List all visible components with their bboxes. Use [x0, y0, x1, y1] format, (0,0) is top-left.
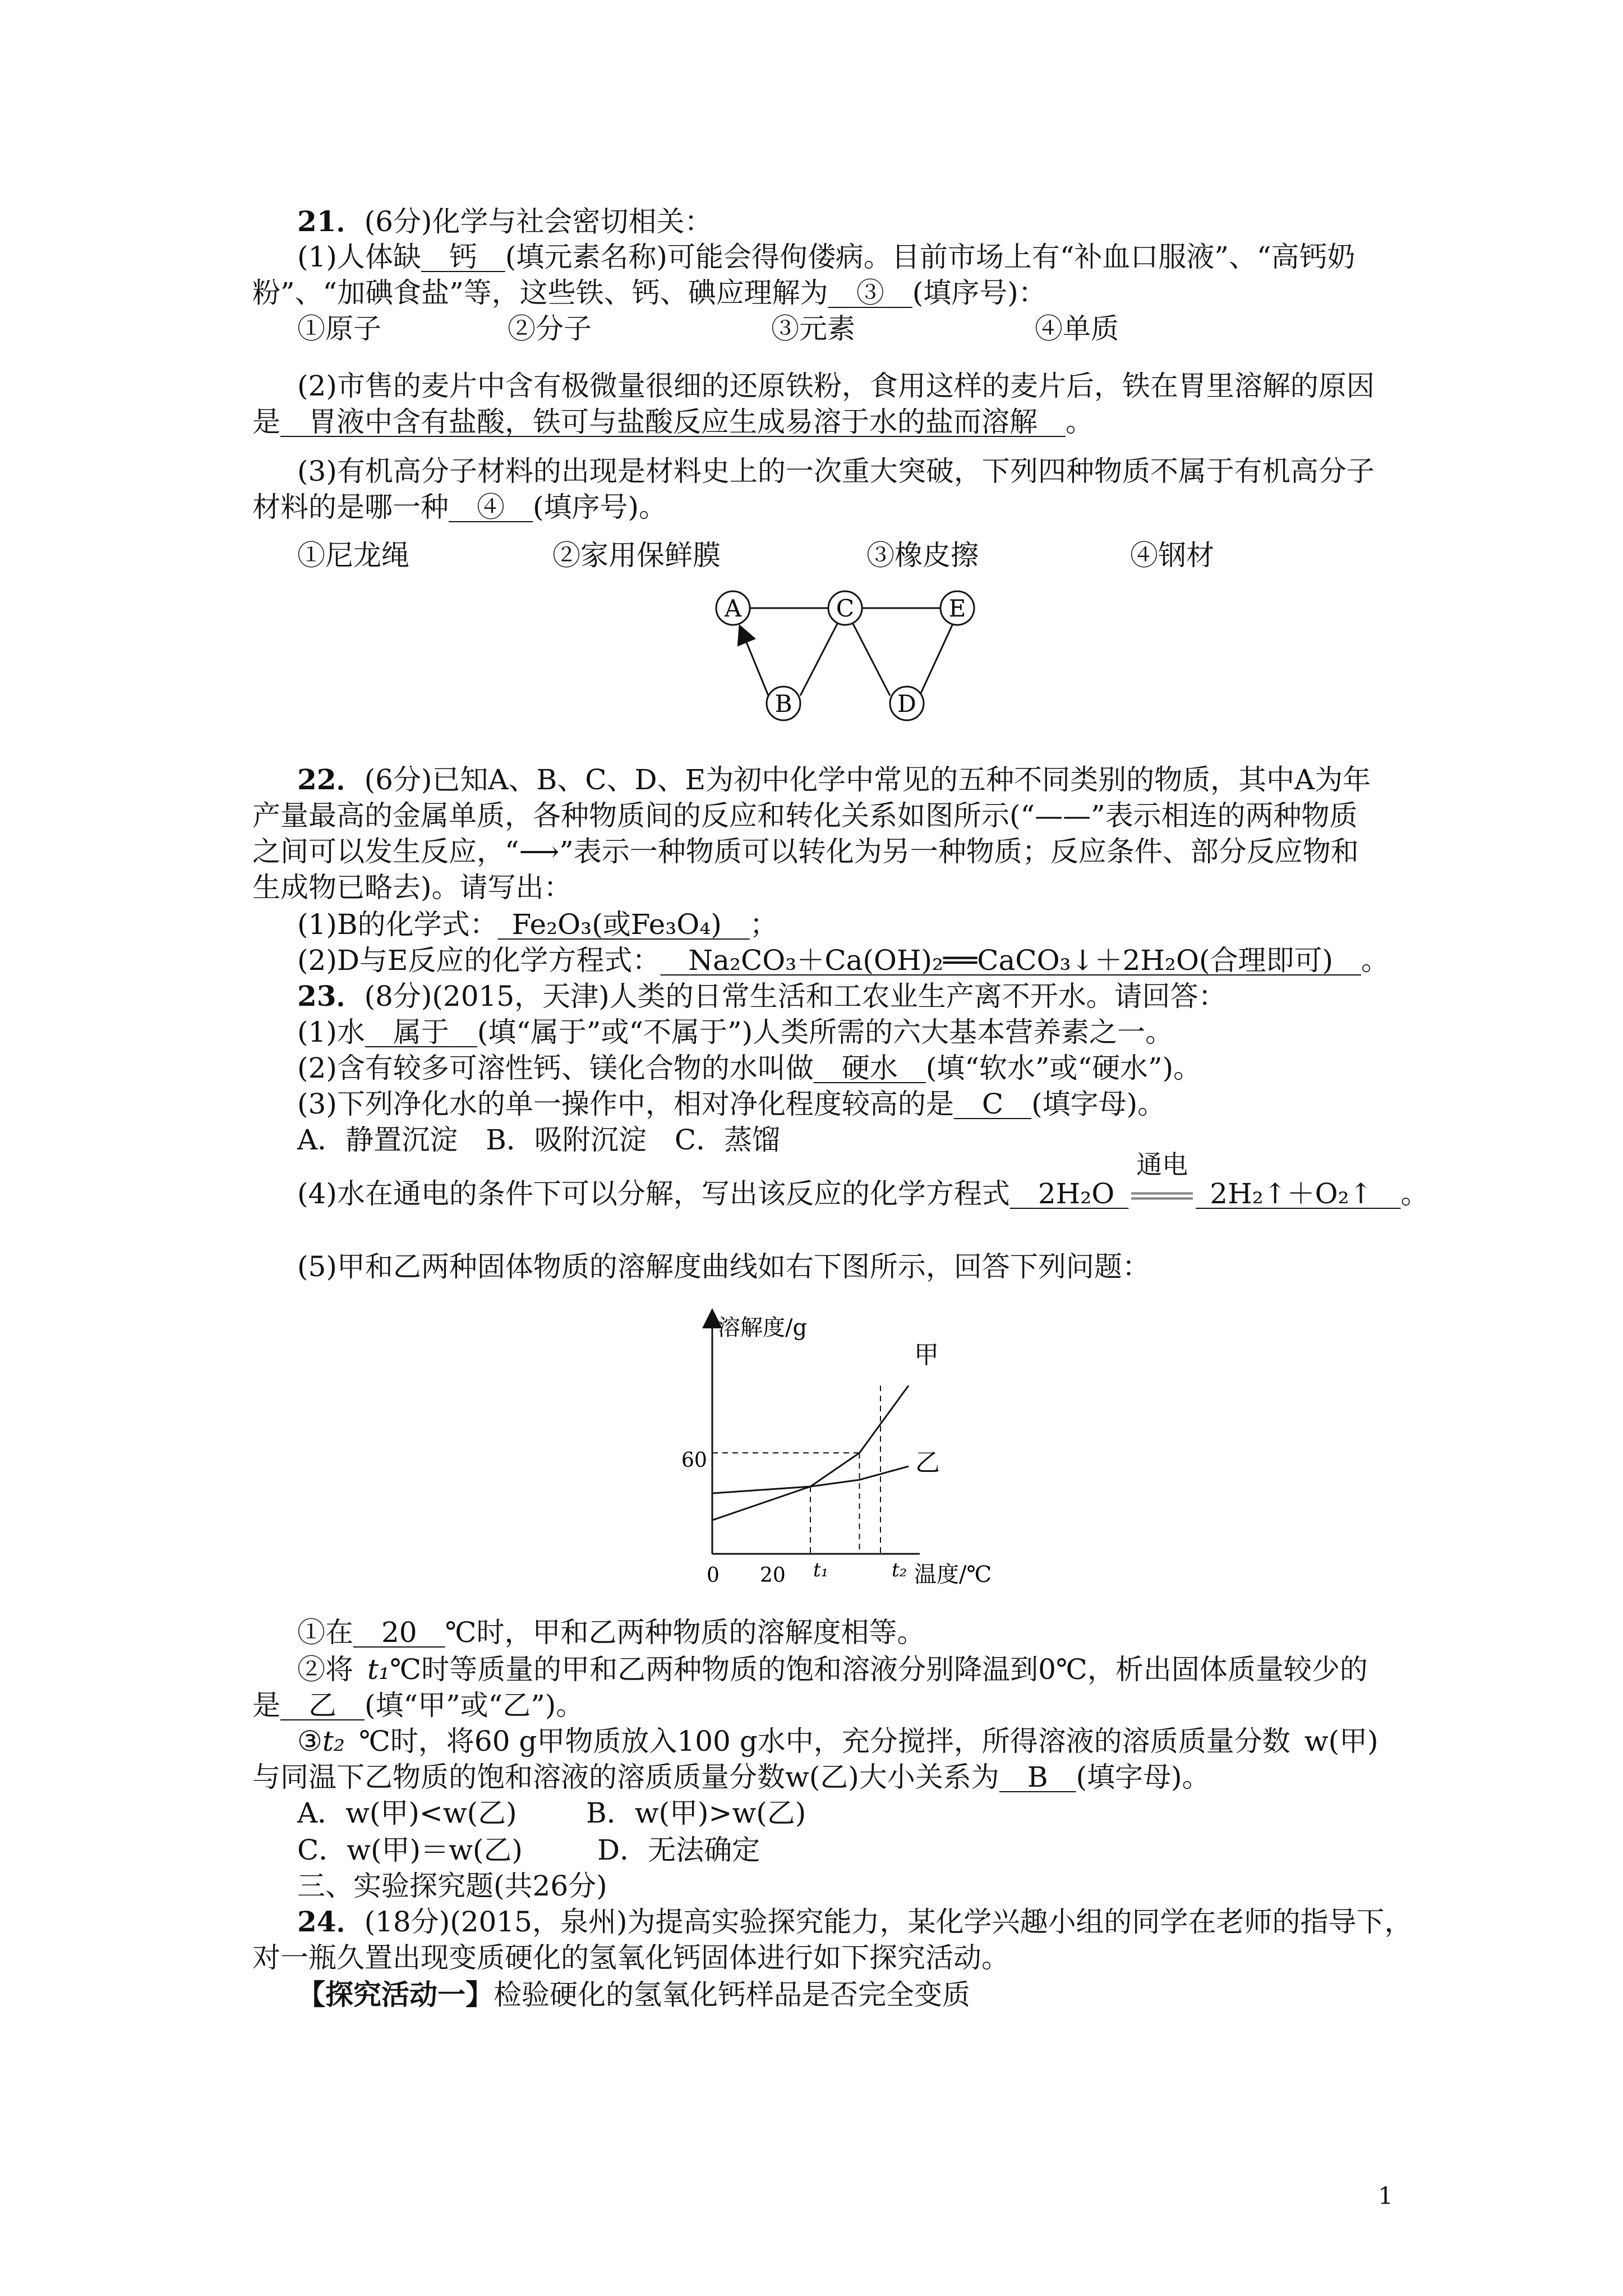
- q22-line2: 产量最高的金属单质，各种物质间的反应和转化关系如图所示(“——”表示相连的两种物质: [252, 799, 1358, 832]
- reaction-diagram: [707, 583, 998, 729]
- option: ②家用保鲜膜: [552, 539, 721, 572]
- q24-activity1: [297, 1978, 970, 2012]
- t2-symbol: t₂: [322, 1725, 345, 1757]
- answer: 属于: [393, 1016, 449, 1048]
- answer-blank: [828, 277, 912, 309]
- node-c: [828, 591, 862, 625]
- x-axis-label: 温度/℃: [914, 1562, 992, 1588]
- x-tick-label: 20: [760, 1564, 786, 1587]
- q24-number: 24．: [297, 1905, 365, 1938]
- q23-heading: [297, 979, 1227, 1013]
- series-label-jia: 甲: [914, 1341, 939, 1369]
- node-b-label: B: [774, 690, 792, 717]
- arrow-b-to-a: [740, 627, 768, 696]
- text: (1)人体缺: [297, 241, 421, 273]
- text: ①在: [297, 1616, 353, 1649]
- text: 。: [1361, 944, 1389, 977]
- q22-line4: 生成物已略去)。请写出：: [252, 871, 572, 904]
- text: 。: [1400, 1177, 1429, 1210]
- q21-part3-options: [297, 539, 1307, 572]
- guide-lines: [712, 1386, 880, 1554]
- node-d: [890, 687, 924, 720]
- q23-sub3: [297, 1087, 1165, 1121]
- text: ℃时等质量的甲和乙两种物质的饱和溶液分别降温到0℃，析出固体质量较少的: [390, 1653, 1368, 1686]
- answer-blank: [1196, 1177, 1400, 1210]
- option: ①尼龙绳: [297, 539, 409, 572]
- option: B．w(甲)>w(乙): [586, 1797, 806, 1829]
- text: (1)B的化学式：: [297, 908, 498, 941]
- q24-line1: [297, 1905, 1413, 1939]
- text: (填“甲”或“乙”)。: [365, 1689, 584, 1722]
- answer: 2H₂↑＋O₂↑: [1210, 1177, 1373, 1210]
- answer-blank: [999, 1761, 1076, 1793]
- text: (填“软水”或“硬水”)。: [925, 1052, 1202, 1084]
- text: w(甲): [1304, 1725, 1378, 1757]
- option: ③橡皮擦: [866, 539, 979, 572]
- answer: 硬水: [841, 1052, 898, 1084]
- answer-blank: [814, 1052, 926, 1084]
- text: 。: [1066, 406, 1094, 438]
- option: ④单质: [1035, 312, 1119, 345]
- answer: ④: [477, 491, 505, 523]
- q24-line2: 对一瓶久置出现变质硬化的氢氧化钙固体进行如下探究活动。: [252, 1941, 1009, 1974]
- text: (3)下列净化水的单一操作中，相对净化程度较高的是: [297, 1088, 954, 1120]
- solubility-chart: [673, 1307, 1032, 1604]
- q21-heading: [297, 205, 712, 238]
- text: ℃时，将60 g甲物质放入100 g水中，充分搅拌，所得溶液的溶质质量分数: [358, 1725, 1290, 1757]
- node-a: [716, 591, 750, 625]
- q21-part2-line2: [252, 405, 1094, 439]
- text: ；: [749, 908, 778, 941]
- q23-sub3-options: A．静置沉淀 B．吸附沉淀 C．蒸馏: [297, 1124, 781, 1156]
- text: (填字母)。: [1031, 1088, 1166, 1120]
- q23-sub1: [297, 1015, 1173, 1049]
- q21-part2-line1: (2)市售的麦片中含有极微量很细的还原铁粉，食用这样的麦片后，铁在胃里溶解的原因: [297, 370, 1375, 402]
- text: (6分)已知A、B、C、D、E为初中化学中常见的五种不同类别的物质，其中A为年: [364, 763, 1371, 796]
- text: (2)含有较多可溶性钙、镁化合物的水叫做: [297, 1052, 814, 1084]
- activity-title: 【探究活动一】: [297, 1978, 494, 2011]
- q23-q3-line1: [297, 1724, 1378, 1758]
- answer: 胃液中含有盐酸，铁可与盐酸反应生成易溶于水的盐而溶解: [308, 406, 1038, 438]
- node-e-label: E: [948, 595, 966, 622]
- answer: ③: [856, 277, 884, 309]
- node-a-label: A: [724, 595, 742, 622]
- text: (填序号)：: [912, 277, 1046, 309]
- answer-blank: [660, 944, 1361, 977]
- text: 检验硬化的氢氧化钙样品是否完全变质: [494, 1978, 970, 2011]
- text: 材料的是哪一种: [252, 491, 449, 523]
- series-label-yi: 乙: [915, 1448, 940, 1477]
- t1-symbol: t₁: [367, 1653, 390, 1686]
- text: (8分)(2015，天津)人类的日常生活和工农业生产离不开水。请回答：: [364, 980, 1227, 1013]
- answer-blank: [498, 908, 750, 941]
- answer-blank: [421, 241, 505, 273]
- q23-q2-line1: [297, 1653, 1368, 1686]
- section-3-heading: 三、实验探究题(共26分): [297, 1870, 607, 1902]
- equals-sign: [1131, 1193, 1193, 1199]
- q22-line3: 之间可以发生反应，“⟶”表示一种物质可以转化为另一种物质；反应条件、部分反应物和: [252, 835, 1359, 868]
- answer: 乙: [308, 1689, 336, 1722]
- answer-blank: [353, 1616, 445, 1649]
- text: (填字母)。: [1076, 1761, 1210, 1793]
- answer: 钙: [449, 241, 477, 273]
- x-tick-label: t₂: [892, 1559, 907, 1581]
- q21-number: 21．: [297, 205, 365, 238]
- edge-d-e: [920, 623, 953, 696]
- q23-sub2: [297, 1051, 1201, 1085]
- answer-blank: [280, 1689, 365, 1722]
- option: ④钢材: [1130, 539, 1214, 572]
- text: (填“属于”或“不属于”)人类所需的六大基本营养素之一。: [477, 1016, 1174, 1048]
- answer: B: [1027, 1761, 1048, 1793]
- text: (填元素名称)可能会得佝偻病。目前市场上有“补血口服液”、“高钙奶: [505, 241, 1355, 273]
- text: (18分)(2015，泉州)为提高实验探究能力，某化学兴趣小组的同学在老师的指导下，: [364, 1906, 1413, 1938]
- option: D．无法确定: [597, 1834, 760, 1866]
- q23-q3-options-row1: [297, 1796, 1138, 1830]
- answer-blank: [365, 1016, 477, 1048]
- q21-part1-line1: [297, 240, 1355, 274]
- option: ②分子: [508, 312, 592, 345]
- q23-q3-line2: [252, 1760, 1210, 1794]
- text: w(乙): [785, 1761, 859, 1793]
- text: (2)D与E反应的化学方程式：: [297, 944, 661, 977]
- q23-sub5: (5)甲和乙两种固体物质的溶解度曲线如右下图所示，回答下列问题：: [297, 1250, 1150, 1283]
- q23-q1: [297, 1616, 925, 1649]
- text: 是: [252, 406, 280, 438]
- edge-c-d: [852, 623, 890, 696]
- q23-q3-options-row2: [297, 1833, 1138, 1867]
- answer: 20: [381, 1616, 417, 1649]
- text: ②将: [297, 1653, 353, 1686]
- page-number: 1: [1378, 2182, 1393, 2210]
- q22-number: 22．: [297, 763, 365, 796]
- text: (4)水在通电的条件下可以分解，写出该反应的化学方程式: [297, 1177, 1010, 1210]
- reaction-condition: [1128, 1149, 1196, 1211]
- option: ③元素: [771, 312, 855, 345]
- answer: C: [981, 1088, 1004, 1120]
- y-tick-label: 60: [681, 1449, 707, 1472]
- x-tick-label: 0: [707, 1564, 720, 1587]
- text: ③: [297, 1725, 322, 1757]
- q23-sub4: [297, 1149, 1429, 1239]
- q21-part1-line2: [252, 276, 1046, 310]
- q21-part3-line1: (3)有机高分子材料的出现是材料史上的一次重大突破，下列四种物质不属于有机高分子: [297, 455, 1375, 487]
- option: A．w(甲)<w(乙): [297, 1797, 517, 1829]
- edge-b-c: [800, 623, 838, 696]
- node-b: [767, 687, 800, 720]
- node-d-label: D: [897, 690, 916, 717]
- answer: Fe₂O₃(或Fe₃O₄): [511, 908, 722, 941]
- q22-line1: [297, 763, 1371, 797]
- y-axis-label: 溶解度/g: [718, 1315, 808, 1341]
- node-e: [940, 591, 974, 625]
- q21-part3-line2: [252, 490, 667, 524]
- q22-sub1: [297, 908, 778, 941]
- x-tick-label: t₁: [813, 1559, 829, 1581]
- option: C．w(甲)＝w(乙): [297, 1834, 523, 1866]
- answer-blank: [1010, 1177, 1128, 1210]
- text: (填序号)。: [533, 491, 667, 523]
- q22-sub2: [297, 944, 1389, 977]
- answer-blank: [449, 491, 533, 523]
- q23-q2-line2: [252, 1688, 584, 1722]
- text: 是: [252, 1689, 280, 1722]
- q21-title: (6分)化学与社会密切相关：: [364, 205, 713, 238]
- q23-number: 23．: [297, 979, 365, 1013]
- text: (1)水: [297, 1016, 365, 1048]
- option: ①原子: [297, 312, 381, 345]
- node-c-label: C: [836, 595, 855, 622]
- condition-label: 通电: [1136, 1149, 1188, 1180]
- text: 粉”、“加碘食盐”等，这些铁、钙、碘应理解为: [252, 277, 828, 309]
- text: 与同温下乙物质的饱和溶液的溶质质量分数: [252, 1761, 785, 1793]
- answer-blank: [280, 406, 1066, 438]
- answer: 2H₂O: [1038, 1177, 1115, 1210]
- text: ℃时，甲和乙两种物质的溶解度相等。: [445, 1616, 925, 1649]
- text: 大小关系为: [859, 1761, 999, 1793]
- answer-blank: [954, 1088, 1031, 1120]
- answer: Na₂CO₃＋Ca(OH)₂══CaCO₃↓＋2H₂O(合理即可): [688, 944, 1333, 977]
- q21-part1-options: [297, 312, 1307, 346]
